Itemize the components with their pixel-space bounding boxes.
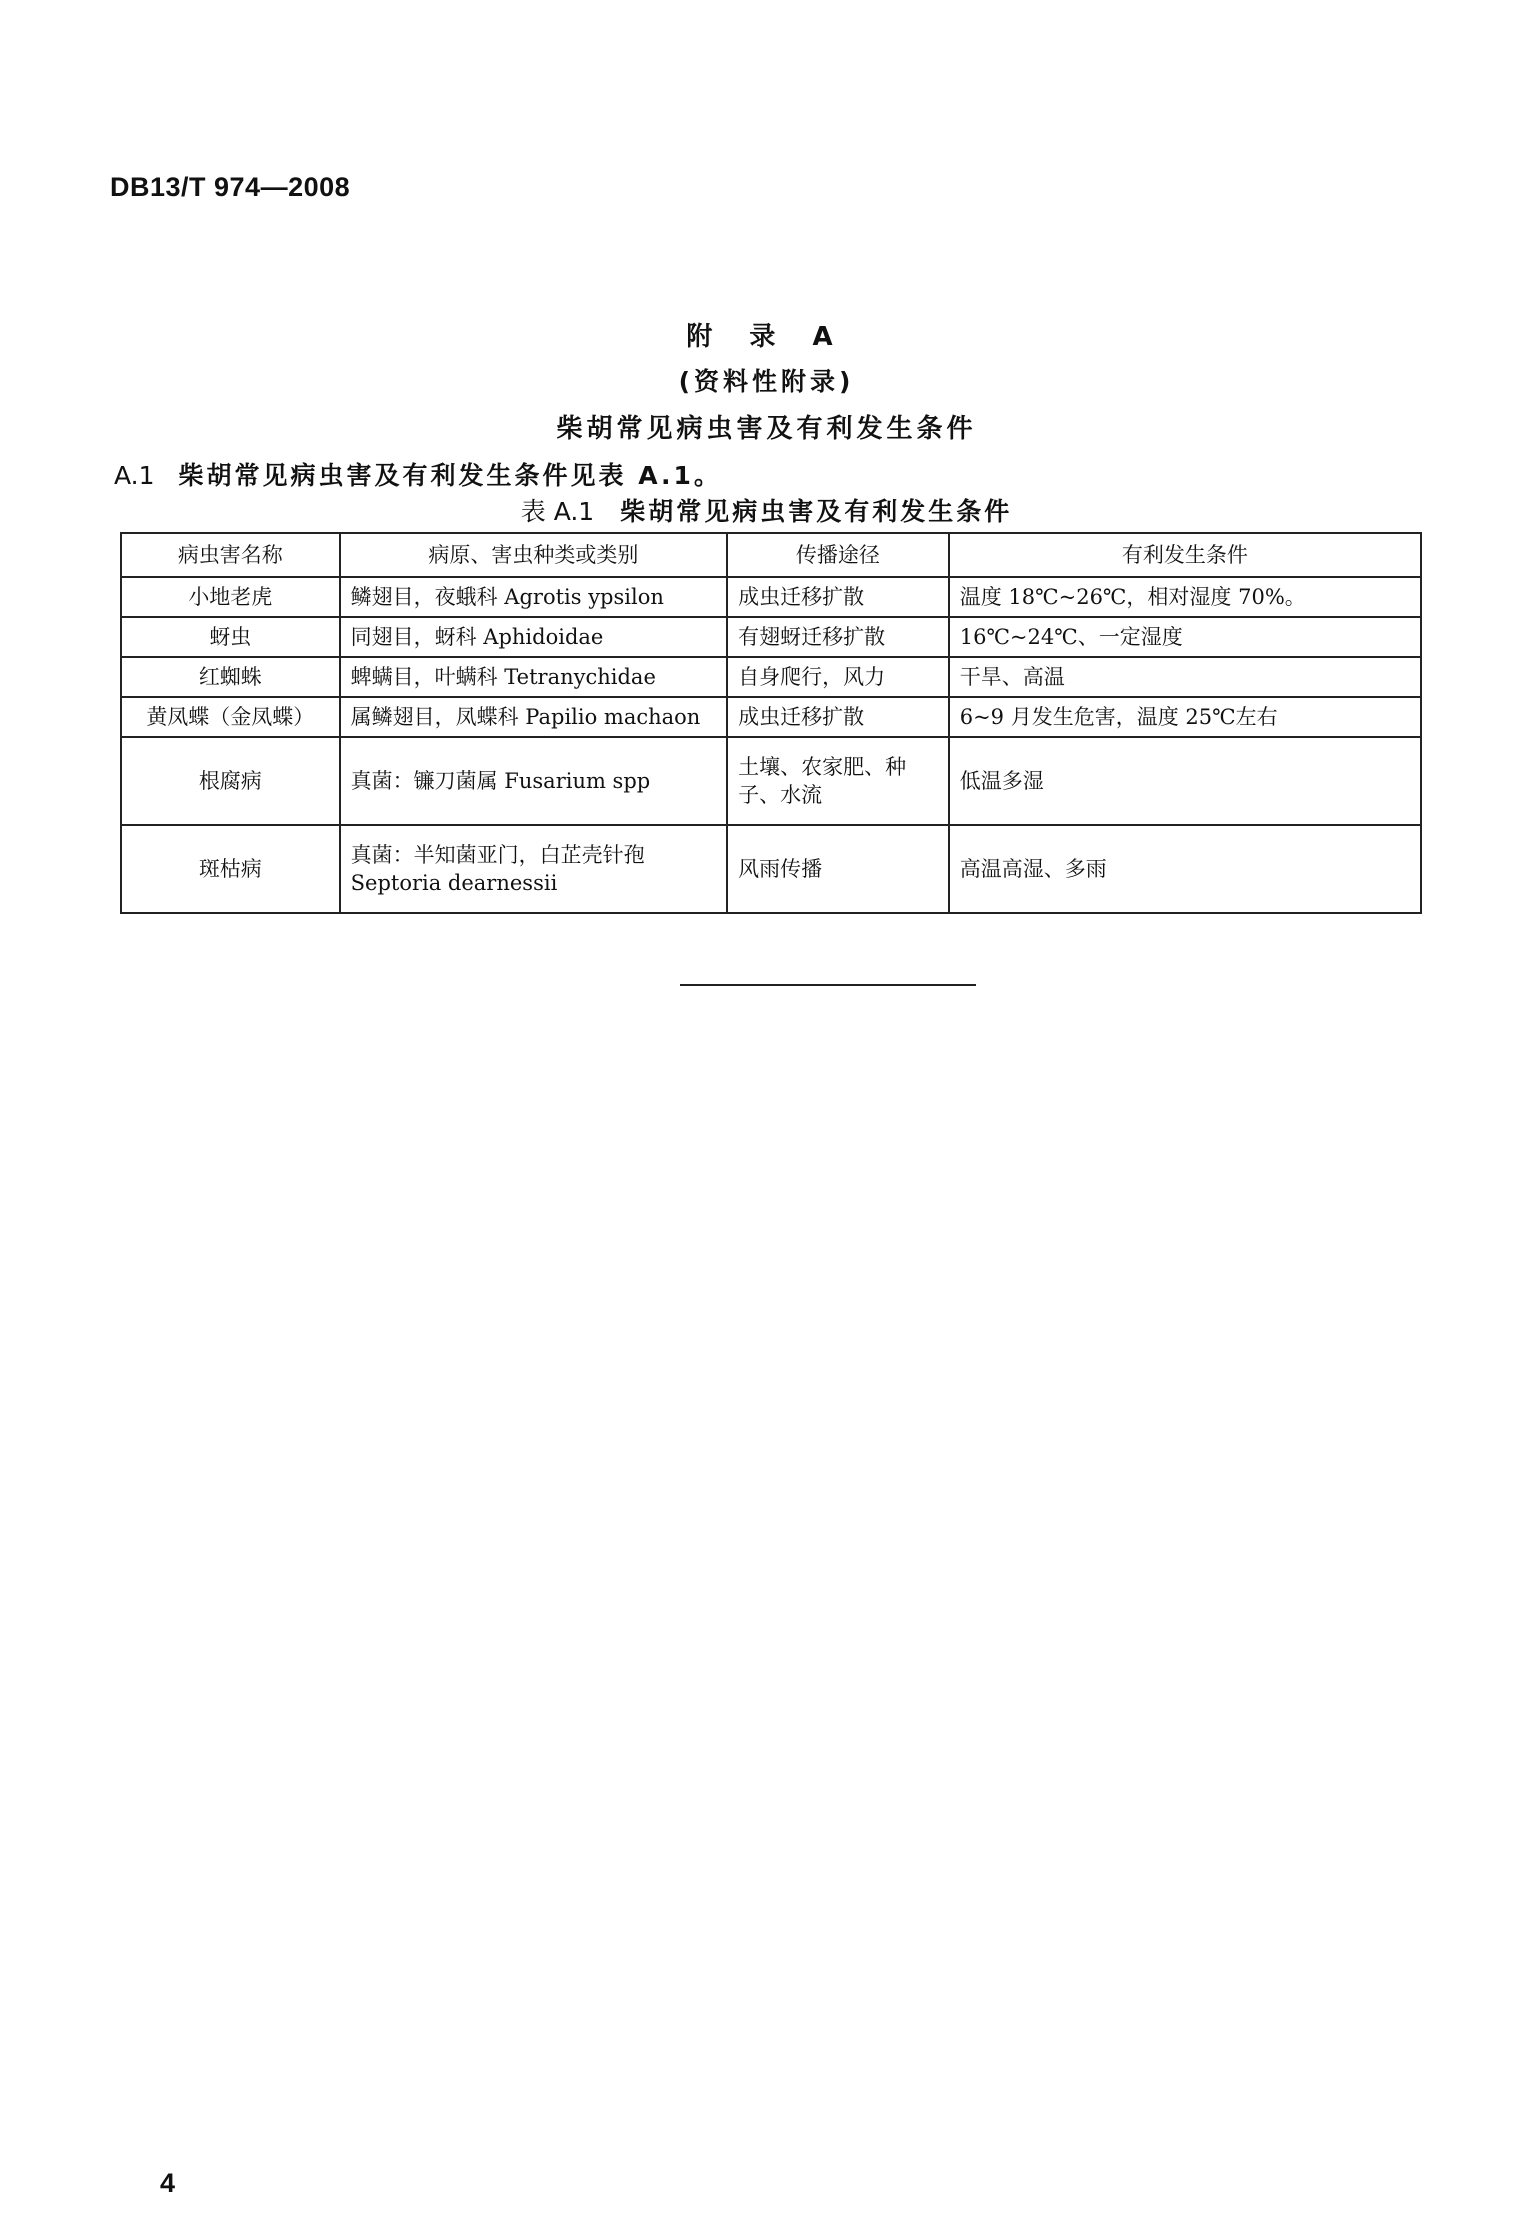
cell-conditions: 高温高湿、多雨 [949, 825, 1421, 913]
cell-name: 红蜘蛛 [121, 657, 340, 697]
cell-conditions: 低温多湿 [949, 737, 1421, 825]
cell-pathogen: 真菌：镰刀菌属 Fusarium spp [340, 737, 727, 825]
table-header-row [121, 533, 1421, 577]
table-row [121, 657, 1421, 697]
cell-pathogen: 鳞翅目，夜蛾科 Agrotis ypsilon [340, 577, 727, 617]
document-code: DB13/T 974—2008 [110, 172, 351, 202]
pest-table [120, 532, 1422, 914]
page-number: 4 [160, 2168, 176, 2198]
cell-pathogen: 属鳞翅目，凤蝶科 Papilio machaon [340, 697, 727, 737]
cell-name: 黄凤蝶（金凤蝶） [121, 697, 340, 737]
annex-label: 附 录 A [686, 322, 847, 352]
cell-pathogen: 蜱螨目，叶螨科 Tetranychidae [340, 657, 727, 697]
cell-name: 根腐病 [121, 737, 340, 825]
cell-transmission: 土壤、农家肥、种子、水流 [727, 737, 949, 825]
cell-name: 斑枯病 [121, 825, 340, 913]
table-caption [0, 492, 1533, 528]
cell-conditions: 6~9 月发生危害，温度 25℃左右 [949, 697, 1421, 737]
header-cell-pathogen: 病原、害虫种类或类别 [340, 533, 727, 577]
annex-type: (资料性附录) [678, 367, 855, 396]
header-cell-name: 病虫害名称 [121, 533, 340, 577]
clause-number: A.1 [114, 461, 155, 490]
end-rule [680, 984, 976, 986]
cell-pathogen: 同翅目，蚜科 Aphidoidae [340, 617, 727, 657]
table-row [121, 577, 1421, 617]
cell-conditions: 16℃~24℃、一定湿度 [949, 617, 1421, 657]
clause-text: 柴胡常见病虫害及有利发生条件见表 A.1。 [178, 461, 722, 490]
clause-a1 [114, 456, 722, 492]
cell-conditions: 温度 18℃~26℃，相对湿度 70%。 [949, 577, 1421, 617]
table-row [121, 617, 1421, 657]
cell-transmission: 有翅蚜迁移扩散 [727, 617, 949, 657]
cell-pathogen: 真菌：半知菌亚门，白芷壳针孢 Septoria dearnessii [340, 825, 727, 913]
header-cell-transmission: 传播途径 [727, 533, 949, 577]
header-cell-conditions: 有利发生条件 [949, 533, 1421, 577]
annex-title: 柴胡常见病虫害及有利发生条件 [556, 414, 977, 444]
table-caption-number: 表 A.1 [520, 497, 595, 526]
cell-transmission: 成虫迁移扩散 [727, 697, 949, 737]
cell-transmission: 成虫迁移扩散 [727, 577, 949, 617]
cell-conditions: 干旱、高温 [949, 657, 1421, 697]
cell-transmission: 风雨传播 [727, 825, 949, 913]
cell-name: 小地老虎 [121, 577, 340, 617]
table-row [121, 697, 1421, 737]
table-row [121, 737, 1421, 825]
table-row [121, 825, 1421, 913]
cell-name: 蚜虫 [121, 617, 340, 657]
table-caption-title: 柴胡常见病虫害及有利发生条件 [620, 497, 1013, 526]
cell-transmission: 自身爬行，风力 [727, 657, 949, 697]
